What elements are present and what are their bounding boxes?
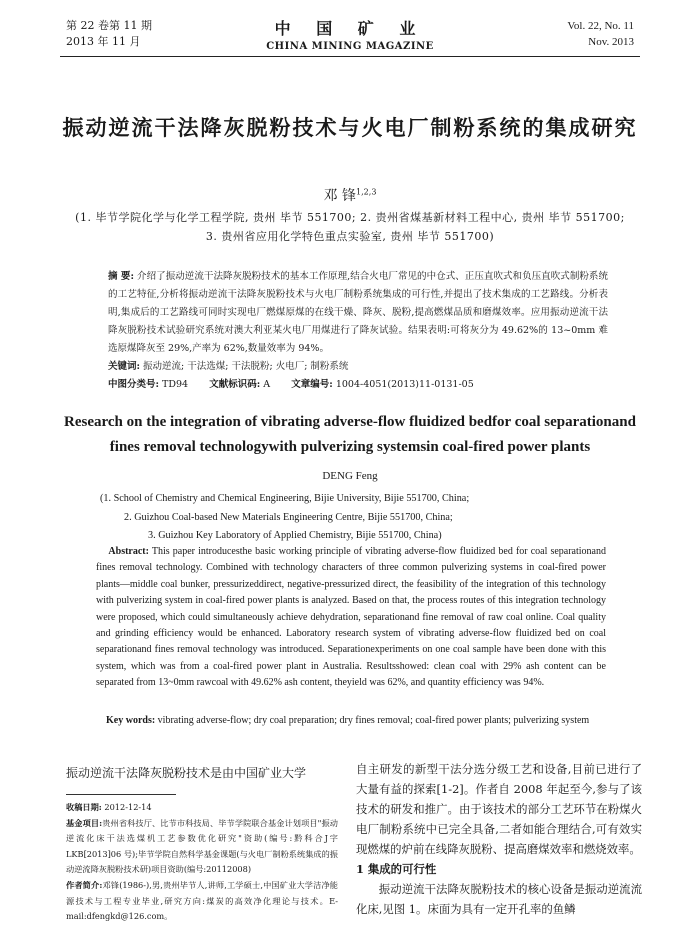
abstract-en (96, 544, 606, 692)
journal-name-cn: 中 国 矿 业 (274, 19, 426, 38)
fund-text: 贵州省科技厅、比节市科技局、毕节学院联合基金计划项目"振动逆流化床干法选煤机工艺参数优化研究"资助(编号:黔科合J字 LKB[2013]06 号);毕节学院自然科学基金课题(与火电厂制粉系统集成的振动逆流降灰脱粉技术研)项目资助(编号:20112008) (66, 817, 338, 875)
keywords-cn-label: 关键词: (108, 361, 141, 372)
volume-cn: 第 22 卷第 11 期 (66, 19, 152, 32)
affiliation-en-1: (1. School of Chemistry and Chemical Engineering, Bijie University, Bijie 551700, China; (100, 493, 470, 504)
doc-code-label: 文献标识码: (209, 379, 261, 390)
fund-info (66, 816, 338, 878)
abstract-cn-label: 摘 要: (108, 271, 134, 282)
journal-name-en: CHINA MINING MAGAZINE (266, 41, 434, 52)
received-date (66, 800, 338, 816)
abstract-en-label: Abstract: (108, 546, 149, 557)
abstract-cn (108, 268, 608, 394)
classification-line (108, 376, 608, 394)
fund-label: 基金项目: (66, 817, 103, 828)
footnote-rule (66, 794, 176, 795)
section-heading: 1 集成的可行性 (356, 862, 437, 876)
keywords-en (96, 713, 606, 729)
received-label: 收稿日期: (66, 802, 102, 812)
keywords-en-label: Key words: (106, 715, 156, 726)
abstract-cn-text: 介绍了振动逆流干法降灰脱粉技术的基本工作原理,结合火电厂常见的中仓式、正压直吹式和负压直吹式制粉系统的工艺特征,分析将振动逆流干法降灰脱粉技术与火电厂制粉系统集成的可行性,并提出了技术集成的工艺路线。分析表明,集成后的工艺路线可同时实现电厂燃煤原煤的在线干燥、降灰、脱粉,提高燃煤品质和磨煤效率。应用振动逆流干法降灰脱粉技术试验研究系统对澳大利亚某火电厂用煤进行了降灰试验。结果表明:可将灰分为 49.62%的 13~0mm 难选原煤降灰至 29%,产率为 62%,数量效率为 94%。 (108, 271, 608, 354)
body-paragraph-1: 自主研发的新型干法分选分级工艺和设备,目前已进行了大量有益的探索[1-2]。作者自 2008 年起至今,参与了该技术的研发和推广。由于该技术的部分工艺环节在粉煤火电厂制粉系统中已完全具备,二者如能合理结合,可有效实现燃煤的炉前在线降灰脱粉、提高磨煤效率和燃烧效率。 (356, 762, 642, 856)
affiliation-cn: (1. 毕节学院化学与化学工程学院, 贵州 毕节 551700; 2. 贵州省煤基新材料工程中心, 贵州 毕节 551700; 3. 贵州省应用化学特色重点实验室, 贵州 毕节 551700) (75, 211, 625, 243)
body-text-left: 振动逆流干法降灰脱粉技术是由中国矿业大学 (66, 766, 307, 780)
affiliation-en-2: 2. Guizhou Coal-based New Materials Engineering Centre, Bijie 551700, China; (124, 511, 453, 523)
abstract-cn-body (108, 268, 608, 358)
keywords-cn (108, 358, 608, 376)
footnote (66, 800, 338, 925)
author-cn (0, 185, 700, 205)
author-name-cn: 邓 锋 (323, 188, 357, 204)
article-no-value: 1004-4051(2013)11-0131-05 (335, 379, 474, 390)
date-cn: 2013 年 11 月 (66, 35, 141, 48)
body-paragraph-2: 振动逆流干法降灰脱粉技术的核心设备是振动逆流流化床,见图 1。床面为具有一定开孔率的鱼鳞 (356, 882, 642, 916)
header-volume-en (567, 18, 634, 50)
author-bio (66, 878, 338, 925)
keywords-en-text: vibrating adverse-flow; dry coal preparation; dry fines removal; coal-fired power plants; pulverizing system (157, 715, 590, 726)
paper-title-cn: 振动逆流干法降灰脱粉技术与火电厂制粉系统的集成研究 (62, 115, 638, 140)
author-bio-label: 作者简介: (66, 879, 103, 890)
affiliation-en-3: 3. Guizhou Key Laboratory of Applied Chemistry, Bijie 551700, China) (148, 530, 442, 541)
body-text-right (356, 759, 642, 919)
keywords-cn-text: 振动逆流; 干法选煤; 干法脱粉; 火电厂; 制粉系统 (143, 361, 349, 372)
article-no-label: 文章编号: (291, 379, 333, 390)
volume-en: Vol. 22, No. 11 (567, 20, 634, 32)
date-en: Nov. 2013 (588, 36, 634, 48)
abstract-en-text: This paper introducesthe basic working principle of vibrating adverse-flow fluidized bed for coal separationand fines removal technology. Combined with technology characters of three common pulverizing systems in coal-fired power plants—middle coal bunker, pressurizeddirect, negative-pressurized direct, the feasibility of the integration of this technology with pulverizing system in coal-fired power plants is analyzed. Based on that, the process routes of this integration technology were proposed, which could simultaneously achieve dehydration, separationand fine removal of raw coal online. Coal quality and grinding efficiency would be enhanced. Laboratory research system of vibrating adverse-flow fluidized bed on coal separationand fines removal technology was introduced. Separationexperiments on one coal sample have been done with this system, which was from a coal-fired power plant in Australia. Resultsshowed: clean coal with 29% ash content can be separated from 13~0mm rawcoal with 49.62% ash content, theyield was 62%, and quantity efficiency was 94%. (96, 546, 606, 689)
clc-label: 中图分类号: (108, 379, 160, 390)
received-value: 2012-12-14 (104, 802, 152, 812)
paper-title-en: Research on the integration of vibrating adverse-flow fluidized bedfor coal separationand fines removal technologywith pulverizing systemsin coal-fired power plants (64, 414, 636, 455)
author-en: DENG Feng (322, 470, 378, 482)
header-rule (60, 56, 640, 57)
author-bio-text: 邓锋(1986-),男,贵州毕节人,讲师,工学硕士,中国矿业大学洁净能源技术与工程专业毕业,研究方向:煤炭的高效净化理论与技术。E-mail:dfengkd@126.com。 (66, 879, 338, 922)
clc-value: TD94 (162, 379, 189, 390)
doc-code-value: A (263, 379, 271, 390)
affiliation-en (100, 490, 620, 546)
author-affil-marks: 1,2,3 (356, 187, 377, 197)
